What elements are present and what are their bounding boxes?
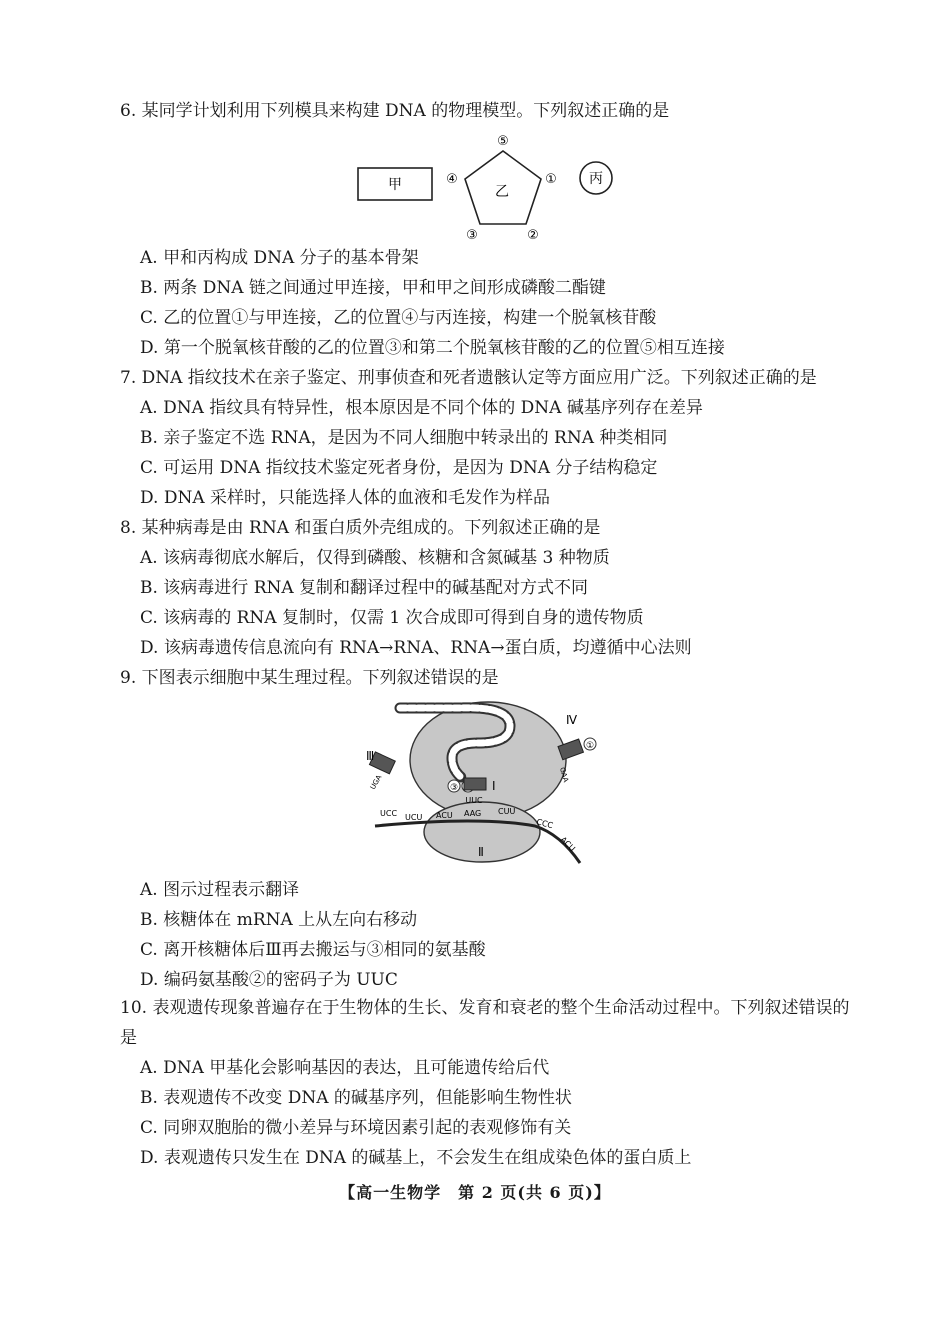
q9-option-c: C. 离开核糖体后Ⅲ再去搬运与③相同的氨基酸 bbox=[140, 940, 486, 960]
ribosome-label-II: Ⅱ bbox=[478, 845, 484, 859]
q10-option-a: A. DNA 甲基化会影响基因的表达，且可能遗传给后代 bbox=[140, 1058, 550, 1078]
mrna-codon-6: CCC bbox=[535, 817, 555, 831]
trna-IV-label: Ⅳ bbox=[566, 713, 578, 727]
mrna-codon-5: CUU bbox=[498, 807, 516, 816]
q7-option-d: D. DNA 采样时，只能选择人体的血液和毛发作为样品 bbox=[140, 488, 551, 508]
trna-I bbox=[464, 778, 486, 790]
q6-option-d: D. 第一个脱氧核苷酸的乙的位置③和第二个脱氧核苷酸的乙的位置⑤相互连接 bbox=[140, 338, 725, 358]
mrna-codon-1: UCC bbox=[380, 809, 398, 818]
mrna-codon-3: ACU bbox=[436, 811, 453, 820]
mrna-codon-7: ACU bbox=[558, 835, 577, 854]
q8-option-a: A. 该病毒彻底水解后，仅得到磷酸、核糖和含氮碱基 3 种物质 bbox=[140, 548, 610, 568]
q9-option-d: D. 编码氨基酸②的密码子为 UUC bbox=[140, 970, 398, 990]
mrna-codon-2: UCU bbox=[405, 813, 423, 822]
page-footer: 【高一生物学 第 2 页(共 6 页)】 bbox=[339, 1183, 611, 1202]
q7-option-b: B. 亲子鉴定不选 RNA，是因为不同人细胞中转录出的 RNA 种类相同 bbox=[140, 428, 668, 448]
mrna-codon-4: AAG bbox=[464, 809, 482, 818]
pos-3-label: ③ bbox=[466, 228, 478, 243]
pos-1-label: ① bbox=[545, 172, 557, 187]
circle-bing-label: 丙 bbox=[589, 171, 603, 187]
q6-option-c: C. 乙的位置①与甲连接，乙的位置④与丙连接，构建一个脱氧核苷酸 bbox=[140, 308, 657, 328]
q9-translation-diagram bbox=[360, 698, 600, 873]
pos-4-label: ④ bbox=[446, 172, 458, 187]
pentagon-yi-label: 乙 bbox=[495, 184, 509, 200]
trna-I-anticodon: UUC bbox=[465, 796, 483, 805]
question-7-stem: 7. DNA 指纹技术在亲子鉴定、刑事侦查和死者遗骸认定等方面应用广泛。下列叙述正确的是 bbox=[120, 368, 817, 388]
amino-acid-3-label: ③ bbox=[449, 783, 459, 793]
trna-IV-amino-acid-label: ① bbox=[585, 741, 595, 751]
pos-2-label: ② bbox=[527, 228, 539, 243]
q7-option-a: A. DNA 指纹具有特异性，根本原因是不同个体的 DNA 碱基序列存在差异 bbox=[140, 398, 703, 418]
trna-IV-anticodon: GAA bbox=[558, 766, 570, 784]
question-10-stem: 10. 表观遗传现象普遍存在于生物体的生长、发育和衰老的整个生命活动过程中。下列叙述错误的是 bbox=[120, 998, 850, 1048]
q10-option-b: B. 表观遗传不改变 DNA 的碱基序列，但能影响生物性状 bbox=[140, 1088, 572, 1108]
pos-5-label: ⑤ bbox=[497, 134, 509, 149]
q10-option-c: C. 同卵双胞胎的微小差异与环境因素引起的表观修饰有关 bbox=[140, 1118, 572, 1138]
trna-III-anticodon: UGA bbox=[368, 773, 384, 791]
q9-option-a: A. 图示过程表示翻译 bbox=[140, 880, 300, 900]
trna-III-label: Ⅲ bbox=[366, 749, 375, 763]
q8-option-c: C. 该病毒的 RNA 复制时，仅需 1 次合成即可得到自身的遗传物质 bbox=[140, 608, 644, 628]
q10-option-d: D. 表观遗传只发生在 DNA 的碱基上，不会发生在组成染色体的蛋白质上 bbox=[140, 1148, 692, 1168]
question-9-stem: 9. 下图表示细胞中某生理过程。下列叙述错误的是 bbox=[120, 668, 499, 688]
q8-option-d: D. 该病毒遗传信息流向有 RNA→RNA、RNA→蛋白质，均遵循中心法则 bbox=[140, 638, 692, 658]
q8-option-b: B. 该病毒进行 RNA 复制和翻译过程中的碱基配对方式不同 bbox=[140, 578, 589, 598]
q6-option-a: A. 甲和丙构成 DNA 分子的基本骨架 bbox=[140, 248, 419, 268]
question-8-stem: 8. 某种病毒是由 RNA 和蛋白质外壳组成的。下列叙述正确的是 bbox=[120, 518, 601, 538]
q9-option-b: B. 核糖体在 mRNA 上从左向右移动 bbox=[140, 910, 418, 930]
q6-model-diagram bbox=[350, 128, 630, 248]
ribosome-large-subunit bbox=[410, 702, 566, 818]
trna-I-label: Ⅰ bbox=[492, 779, 496, 793]
q7-option-c: C. 可运用 DNA 指纹技术鉴定死者身份，是因为 DNA 分子结构稳定 bbox=[140, 458, 658, 478]
q6-option-b: B. 两条 DNA 链之间通过甲连接，甲和甲之间形成磷酸二酯键 bbox=[140, 278, 606, 298]
question-6-stem: 6. 某同学计划利用下列模具来构建 DNA 的物理模型。下列叙述正确的是 bbox=[120, 101, 670, 121]
rect-jia-label: 甲 bbox=[388, 177, 402, 193]
